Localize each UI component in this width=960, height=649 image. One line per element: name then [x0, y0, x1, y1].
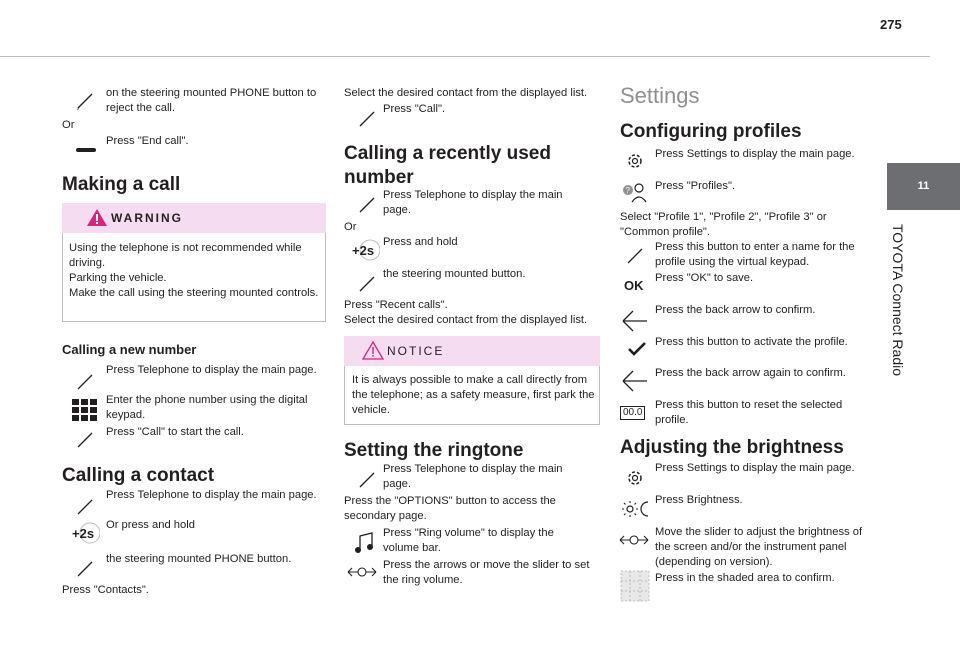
- warning-icon: [86, 207, 112, 229]
- text: Move the slider to adjust the brightness of the screen and/or the instrument panel (depending on version).: [655, 526, 863, 568]
- text: Press the back arrow to confirm.: [655, 304, 816, 316]
- text: Press Telephone to display the main page.: [106, 364, 317, 376]
- ok-label: OK: [624, 278, 644, 293]
- pencil-icon: [356, 107, 382, 129]
- subheading: Calling a new number: [62, 342, 197, 357]
- text: Select "Profile 1", "Profile 2", "Profile 3" or "Common profile".: [620, 211, 827, 238]
- text: Select the desired contact from the displayed list.: [344, 87, 588, 99]
- text: Press this button to enter a name for the profile using the virtual keypad.: [655, 241, 855, 268]
- heading: Calling a contact: [62, 465, 215, 486]
- back-arrow-icon: [620, 308, 646, 330]
- heading: Configuring profiles: [620, 121, 802, 142]
- chapter-tab: 11: [887, 163, 960, 210]
- text: Press Telephone to display the main page.: [383, 463, 563, 490]
- pencil-icon: [356, 272, 382, 294]
- pencil-icon: [624, 244, 650, 266]
- text: Press Telephone to display the main page.: [106, 489, 317, 501]
- gear-icon: [624, 467, 650, 489]
- pencil-icon: [74, 428, 100, 450]
- text: Or: [344, 221, 357, 233]
- music-note-icon: [352, 530, 378, 552]
- gear-icon: [624, 150, 650, 172]
- text: Enter the phone number using the digital keypad.: [106, 394, 308, 421]
- pencil-icon: [74, 370, 100, 392]
- chapter-title: TOYOTA Connect Radio: [890, 224, 906, 376]
- pencil-icon: [356, 193, 382, 215]
- text: Press the back arrow again to confirm.: [655, 367, 846, 379]
- text: Select the desired contact from the displayed list.: [344, 314, 588, 326]
- warning-title: WARNING: [111, 211, 183, 225]
- text: Or press and hold: [106, 519, 195, 531]
- page-number: 275: [880, 17, 902, 32]
- notice-text: It is always possible to make a call directly from the telephone; as a safety measure, first park the vehicle.: [352, 374, 595, 416]
- text: Press Brightness.: [655, 494, 743, 506]
- svg-text:+2s: +2s: [352, 243, 375, 258]
- end-call-icon: [74, 138, 100, 160]
- press-hold-icon: [70, 521, 96, 543]
- back-arrow-icon: [620, 368, 646, 390]
- text: Press the arrows or move the slider to set the ring volume.: [383, 559, 590, 586]
- pencil-icon: [74, 495, 100, 517]
- brightness-icon: [620, 498, 646, 520]
- pencil-icon: [74, 557, 100, 579]
- text: Press "End call".: [106, 135, 189, 147]
- text: on the steering mounted PHONE button to reject the call.: [106, 87, 317, 114]
- slider-icon: [346, 562, 372, 584]
- text: Press this button to activate the profile.: [655, 336, 848, 348]
- heading: Setting the ringtone: [344, 440, 524, 461]
- slider-icon: [618, 530, 644, 552]
- text: Press Telephone to display the main page.: [383, 189, 563, 216]
- svg-text:?: ?: [625, 186, 630, 195]
- text: Or: [62, 119, 75, 131]
- text: Press Settings to display the main page.: [655, 148, 855, 160]
- text: Press "Call".: [383, 103, 446, 115]
- svg-text:+2s: +2s: [72, 526, 95, 541]
- notice-title: NOTICE: [387, 344, 445, 358]
- text: Press in the shaded area to confirm.: [655, 572, 835, 584]
- text: Press Settings to display the main page.: [655, 462, 855, 474]
- heading: Calling a recently used number: [344, 143, 551, 188]
- text: Press "Recent calls".: [344, 299, 448, 311]
- warning-text: Using the telephone is not recommended while driving. Parking the vehicle. Make the call using the steering mounted controls.: [69, 242, 319, 299]
- text: Press "Contacts".: [62, 584, 149, 596]
- check-icon: [626, 340, 652, 362]
- text: Press "Call" to start the call.: [106, 426, 244, 438]
- text: Press "Ring volume" to display the volume bar.: [383, 527, 554, 554]
- text: the steering mounted button.: [383, 268, 526, 280]
- text: Press this button to reset the selected profile.: [655, 399, 843, 426]
- profiles-icon: [620, 180, 646, 202]
- pencil-icon: [74, 89, 100, 111]
- text: Press "Profiles".: [655, 180, 736, 192]
- keypad-icon: [71, 397, 97, 419]
- section-title: Settings: [620, 83, 700, 108]
- heading: Adjusting the brightness: [620, 437, 844, 458]
- shaded-area-icon: [620, 570, 650, 602]
- top-rule: [0, 56, 930, 57]
- text: Press the "OPTIONS" button to access the secondary page.: [344, 495, 556, 522]
- text: the steering mounted PHONE button.: [106, 553, 292, 565]
- text: Press and hold: [383, 236, 458, 248]
- press-hold-icon: [350, 238, 376, 260]
- notice-icon: [362, 340, 388, 362]
- reset-button-icon: 00.0: [620, 406, 645, 420]
- text: Press "OK" to save.: [655, 272, 754, 284]
- heading: Making a call: [62, 174, 181, 195]
- pencil-icon: [356, 468, 382, 490]
